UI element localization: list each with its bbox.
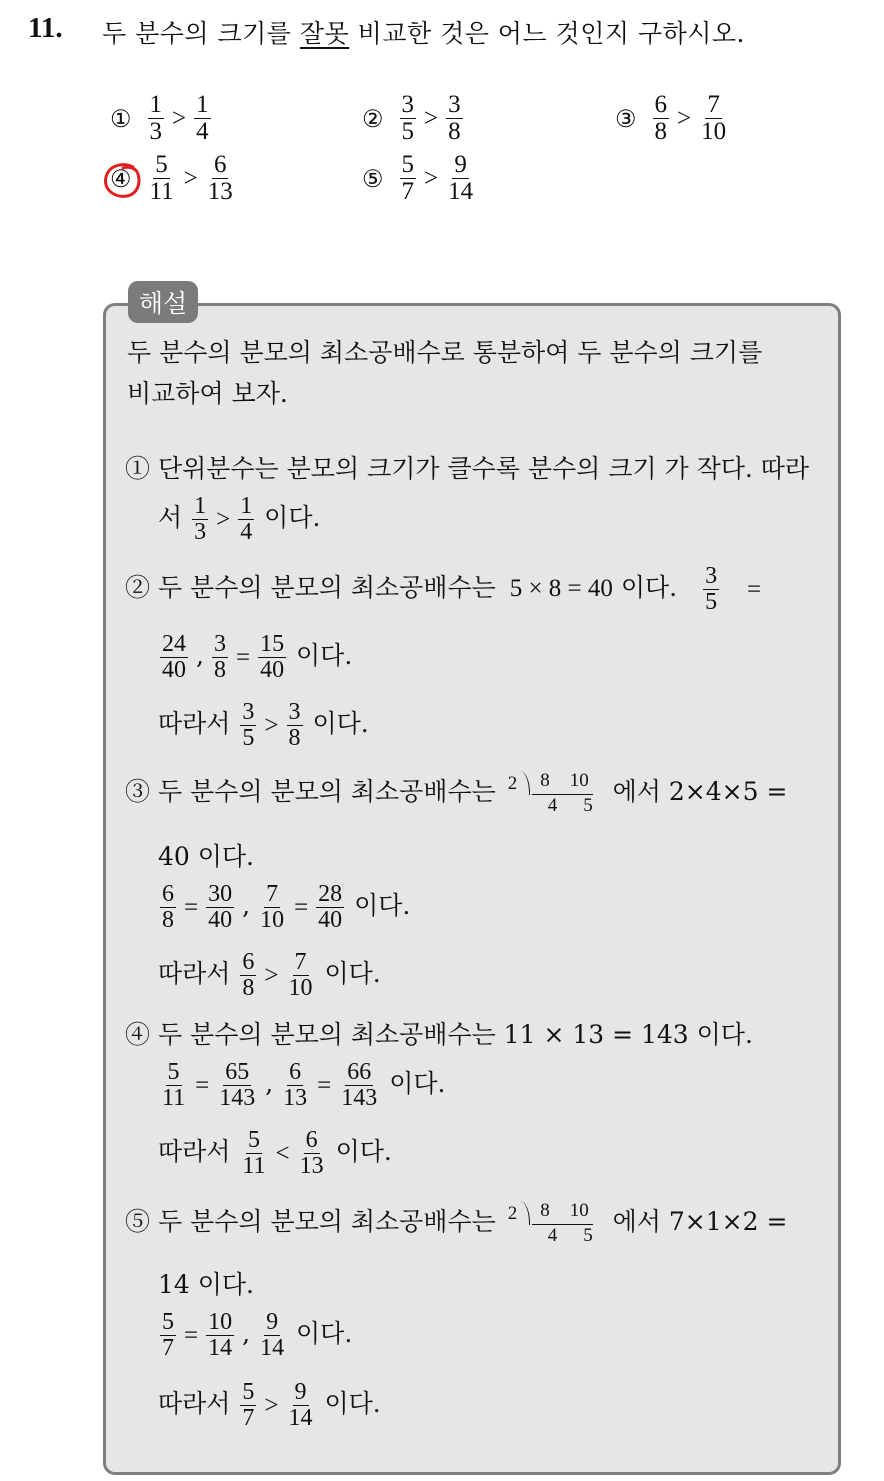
- fraction: $\frac{7}{10}$: [260, 881, 285, 934]
- step1-line1: ① 단위분수는 분모의 크기가 클수록 분수의 크기 가 작다. 따라: [125, 454, 810, 483]
- comparison-op: >: [172, 104, 187, 132]
- fraction: $\frac{24}{40}$: [162, 631, 186, 684]
- choice-5[interactable]: [362, 152, 477, 206]
- fraction: $\frac{5}{7}$: [242, 1379, 255, 1432]
- question-underlined: 잘못: [299, 19, 350, 48]
- step3-line1: ③ 두 분수의 분모의 최소공배수는 2 8 10 4 5 에서 2×4×5 =: [125, 770, 788, 816]
- step2-line3: 따라서 $\frac{3}{5}$ > $\frac{3}{8}$ 이다.: [158, 699, 369, 752]
- fraction: $\frac{1}{3}$: [194, 493, 207, 546]
- step5-line4: 따라서 $\frac{5}{7}$ > $\frac{9}{14}$ 이다.: [158, 1379, 381, 1432]
- step3-line2: 40 이다.: [158, 842, 255, 871]
- fraction: $\frac{3}{5}$: [705, 563, 718, 616]
- fraction: $\frac{6}{13}$: [207, 151, 233, 206]
- comparison-op: >: [183, 164, 198, 192]
- choice-mark: ①: [110, 104, 132, 133]
- fraction: $\frac{10}{14}$: [208, 1309, 233, 1362]
- fraction: $\frac{6}{8}$: [242, 949, 255, 1002]
- fraction: $\frac{5}{7}$: [401, 151, 415, 206]
- step2-line1: ② 두 분수의 분모의 최소공배수는 5 × 8 = 40 이다. $\frac{3}{5}$ =: [125, 563, 762, 616]
- fraction: $\frac{6}{8}$: [654, 91, 668, 146]
- fraction: $\frac{1}{3}$: [149, 91, 163, 146]
- fraction: $\frac{5}{11}$: [242, 1127, 266, 1180]
- choice-3[interactable]: [615, 92, 730, 146]
- choice-mark: ⑤: [362, 164, 384, 193]
- fraction: $\frac{3}{8}$: [448, 91, 461, 146]
- question-text: [102, 14, 745, 50]
- fraction: $\frac{5}{11}$: [162, 1059, 186, 1112]
- long-division: 2 8 10 4 5: [507, 1200, 593, 1246]
- question-number: 11.: [28, 12, 63, 44]
- fraction: $\frac{28}{40}$: [318, 881, 343, 934]
- fraction: $\frac{9}{14}$: [260, 1309, 285, 1362]
- step4-line2: $\frac{5}{11}$ = $\frac{65}{143}$ , $\frac{6}{13}$ = $\frac{66}{143}$ 이다.: [162, 1059, 446, 1112]
- fraction: $\frac{6}{13}$: [283, 1059, 308, 1112]
- fraction: $\frac{6}{8}$: [162, 881, 174, 934]
- step3-line3: $\frac{6}{8}$ = $\frac{30}{40}$ , $\frac{7}{10}$ = $\frac{28}{40}$ 이다.: [162, 881, 411, 934]
- fraction: $\frac{1}{4}$: [196, 91, 209, 146]
- step1-line2: 서 $\frac{1}{3}$ > $\frac{1}{4}$ 이다.: [158, 493, 321, 546]
- solution-tag: 해설: [128, 281, 198, 323]
- fraction: $\frac{65}{143}$: [219, 1059, 256, 1112]
- step5-line2: 14 이다.: [158, 1270, 255, 1299]
- step5-line3: $\frac{5}{7}$ = $\frac{10}{14}$ , $\frac{9}{14}$ 이다.: [162, 1309, 353, 1362]
- step4-line1: ④ 두 분수의 분모의 최소공배수는 11 × 13 = 143 이다.: [125, 1020, 753, 1049]
- fraction: $\frac{30}{40}$: [208, 881, 233, 934]
- long-division: 2 8 10 4 5: [507, 770, 593, 816]
- step3-line4: 따라서 $\frac{6}{8}$ > $\frac{7}{10}$ 이다.: [158, 949, 381, 1002]
- fraction: $\frac{9}{14}$: [288, 1379, 313, 1432]
- fraction: $\frac{5}{11}$: [149, 151, 174, 206]
- choice-mark: ④: [110, 164, 132, 193]
- step5-line1: ⑤ 두 분수의 분모의 최소공배수는 2 8 10 4 5 에서 7×1×2 =: [125, 1200, 788, 1246]
- choice-mark: ②: [362, 104, 384, 133]
- choice-mark: ③: [615, 104, 637, 133]
- fraction: $\frac{3}{8}$: [288, 699, 301, 752]
- answer-circle-icon: [103, 162, 143, 200]
- fraction: $\frac{5}{7}$: [162, 1309, 174, 1362]
- solution-intro-2: 비교하여 보자.: [127, 379, 288, 408]
- fraction: $\frac{66}{143}$: [341, 1059, 378, 1112]
- question-text-before: 두 분수의 크기를: [102, 19, 300, 48]
- comparison-op: >: [424, 104, 439, 132]
- solution-intro-1: 두 분수의 분모의 최소공배수로 통분하여 두 분수의 크기를: [127, 338, 763, 367]
- fraction: $\frac{1}{4}$: [240, 493, 253, 546]
- fraction: $\frac{3}{8}$: [213, 631, 226, 684]
- fraction: $\frac{9}{14}$: [448, 151, 474, 206]
- choice-1[interactable]: [110, 92, 213, 146]
- fraction: $\frac{6}{13}$: [299, 1127, 324, 1180]
- fraction: $\frac{7}{10}$: [288, 949, 313, 1002]
- comparison-op: >: [677, 104, 692, 132]
- step4-line3: 따라서 $\frac{5}{11}$ < $\frac{6}{13}$ 이다.: [158, 1127, 392, 1180]
- fraction: $\frac{3}{5}$: [242, 699, 255, 752]
- fraction: $\frac{15}{40}$: [260, 631, 285, 684]
- step2-line2: $\frac{24}{40}$ , $\frac{3}{8}$ = $\frac{15}{40}$ 이다.: [162, 631, 353, 684]
- fraction: $\frac{3}{5}$: [401, 91, 415, 146]
- question-text-after: 비교한 것은 어느 것인지 구하시오.: [349, 19, 746, 48]
- comparison-op: >: [424, 164, 439, 192]
- fraction: $\frac{7}{10}$: [701, 91, 727, 146]
- choice-2[interactable]: [362, 92, 465, 146]
